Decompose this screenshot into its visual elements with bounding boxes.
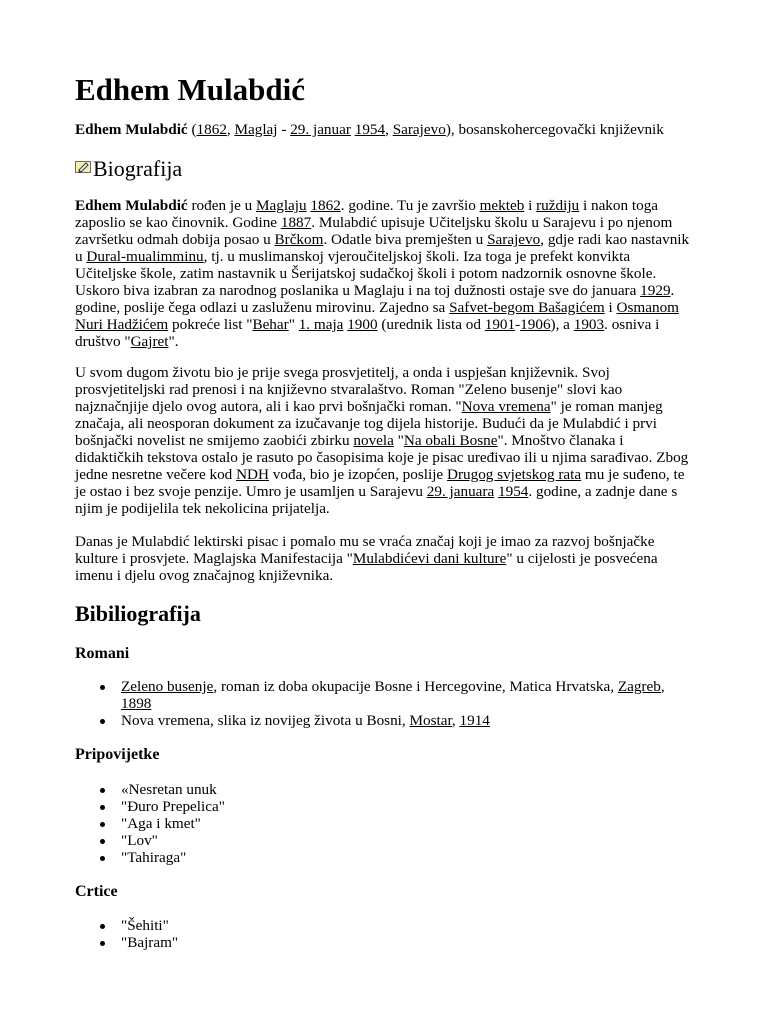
list-item: "Bajram" [75,934,695,951]
inline-link[interactable]: 1901 [484,316,516,333]
inline-link[interactable]: Na obali Bosne [403,432,498,449]
inline-link[interactable]: ruždiju [536,197,580,214]
section-heading-biografija [75,154,182,182]
lead-text: ( [187,121,197,138]
list-item: Zeleno busenje, roman iz doba okupacije Bosne i Hercegovine, Matica Hrvatska, Zagreb, 1898 [75,678,695,712]
lead-text: - [277,121,291,138]
inline-link[interactable]: 1914 [459,712,490,729]
inline-link[interactable]: Maglaju [256,197,307,214]
subheading-romani: Romani [75,645,130,662]
list-item: "Lov" [75,832,695,849]
paragraph-3: Danas je Mulabdić lektirski pisac i pomalo mu se vraća značaj koji je imao za razvoj bošnjačke kulture i prosvjete. Maglajska Manifestacija "Mulabdićevi dani kulture" u cijelosti je posvećena imenu i djelu ovog značajnog književnika. [75,533,658,584]
biografija-heading-text: Biografija [93,156,183,181]
pripovijetke-list [75,781,695,866]
inline-link[interactable]: Sarajevo [487,231,541,248]
list-item: "Šehiti" [75,917,695,934]
inline-link[interactable]: Nova vremena [461,398,551,415]
link-birth-place[interactable]: Maglaj [234,121,278,138]
inline-link[interactable]: 1. maja [298,316,344,333]
lead-text: , [226,121,235,138]
paragraph-2: U svom dugom životu bio je prije svega prosvjetitelj, a onda i uspješan književnik. Svoj prosvjetiteljski rad prenosi i na književno stvaralaštvo. Roman "Zeleno busenje" slovi kao najznačnjije djelo ovog autora, ali i kao prvi bošnjački roman. "Nova vremena" je roman manjeg značaja, ali neosporan dokument za izučavanje tog dijela historije. Budući da je Mulabdić i prvi bošnjački novelist ne smijemo zaobići zbirku novela "Na obali Bosne". Mnoštvo članaka i didaktičkih tekstova ostalo je rasuto po časopisima koje je pisac uređivao ili u njima sarađivao. Zbog jedne nesretne večere kod NDH vođa, bio je izopćen, poslije Drugog svjetskog rata mu je suđeno, te je ostao i bez svoje penzije. Umro je usamljen u Sarajevu 29. januara 1954. godine, a zadnje dane s njim je podijelila tek nekolicina prijatelja. [75,364,689,517]
list-item: «Nesretan unuk [75,781,695,798]
inline-link[interactable]: NDH [236,466,269,483]
romani-list [75,678,695,729]
inline-link[interactable]: Drugog svjetskog rata [446,466,582,483]
list-item: "Đuro Prepelica" [75,798,695,815]
lead-text: ), bosanskohercegovački književnik [445,121,664,138]
section-heading-bibliografija: Bibiliografija [75,601,201,626]
inline-link[interactable]: Gajret [130,333,169,350]
link-birth-year[interactable]: 1862 [196,121,227,138]
edit-icon[interactable] [75,154,92,169]
inline-link[interactable]: 1903 [573,316,605,333]
inline-link[interactable]: 1900 [347,316,378,333]
list-item: "Aga i kmet" [75,815,695,832]
inline-link[interactable]: Mostar [409,712,452,729]
list-item: Nova vremena, slika iz novijeg života u Bosni, Mostar, 1914 [75,712,695,729]
inline-link[interactable]: novela [353,432,394,449]
inline-link[interactable]: mekteb [479,197,525,214]
inline-link[interactable]: 1929 [640,282,671,299]
lead-paragraph [75,121,715,138]
list-item: "Tahiraga" [75,849,695,866]
inline-link[interactable]: 1954 [498,483,529,500]
paragraph-1: Edhem Mulabdić rođen je u Maglaju 1862. godine. Tu je završio mekteb i ruždiju i nakon toga zaposlio se kao činovnik. Godine 1887. Mulabdić upisuje Učiteljsku školu u Sarajevu i po njenom završetku odmah dobija posao u Brčkom. Odatle biva premješten u Sarajevo, gdje radi kao nastavnik u Dural-mualimminu, tj. u muslimanskoj vjeroučiteljskoj školi. Iza toga je prefekt konvikta Učiteljske škole, zatim nastavnik u Šerijatskoj sudačkoj školi i potom nadzornik osnovne škole. Uskoro biva izabran za narodnog poslanika u Maglaju i na toj dužnosti ostaje sve do januara 1929. godine, poslije čega odlazi u zasluženu mirovinu. Zajedno sa Safvet-begom Bašagićem i Osmanom Nuri Hadžićem pokreće list "Behar" 1. maja 1900 (urednik lista od 1901-1906), a 1903. osniva i društvo "Gajret". [75,197,690,350]
inline-link[interactable]: Zeleno busenje [121,678,214,695]
inline-link[interactable]: 1906 [520,316,551,333]
lead-name: Edhem Mulabdić [75,121,188,138]
subheading-pripovijetke: Pripovijetke [75,746,160,763]
inline-link[interactable]: Safvet-begom Bašagićem [449,299,605,316]
inline-link[interactable]: Dural-mualimminu [86,248,204,265]
link-death-day[interactable]: 29. januar [290,121,351,138]
subheading-crtice: Crtice [75,883,118,900]
inline-link[interactable]: Mulabdićevi dani kulture [352,550,507,567]
inline-link[interactable]: Zagreb [617,678,661,695]
lead-text: , [385,121,393,138]
inline-link[interactable]: 1898 [121,695,152,712]
bold-text: Edhem Mulabdić [75,197,188,214]
crtice-list [75,917,695,951]
inline-link[interactable]: Brčkom [274,231,324,248]
link-death-place[interactable]: Sarajevo [392,121,446,138]
inline-link[interactable]: 1887 [280,214,312,231]
inline-link[interactable]: 1862 [310,197,341,214]
inline-link[interactable]: Behar [252,316,289,333]
inline-link[interactable]: 29. januara [426,483,495,500]
link-death-year[interactable]: 1954 [354,121,386,138]
page-title: Edhem Mulabdić [75,72,305,107]
inline-link[interactable]: Osmanom Nuri Hadžićem [75,299,679,333]
